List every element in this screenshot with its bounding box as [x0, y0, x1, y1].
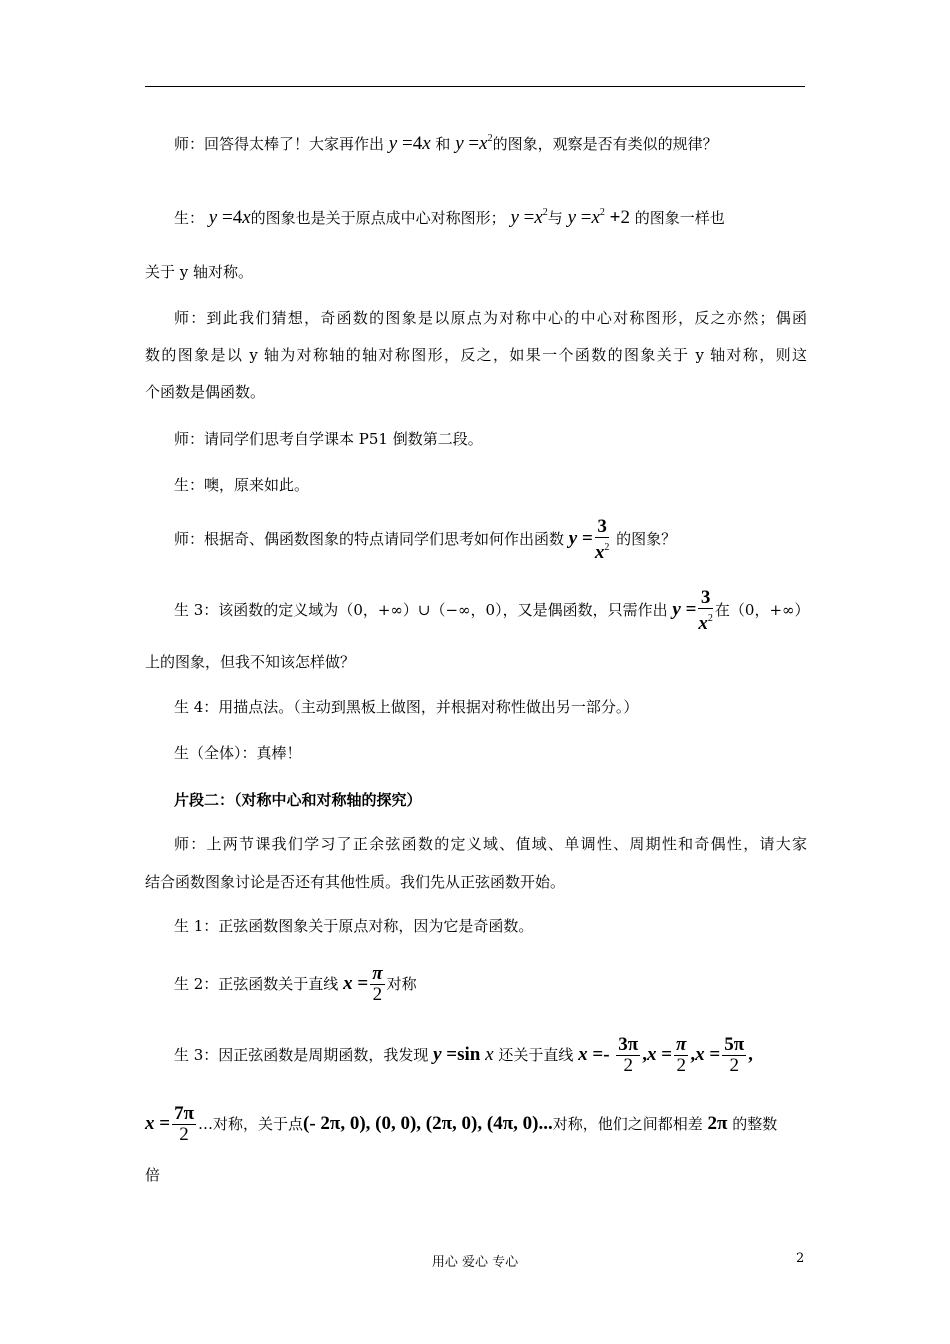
formula-y-3-over-x2: y = $\frac{3}{x^2}$ — [568, 515, 610, 563]
page-footer: 用心 爱心 专心 — [431, 1255, 519, 1270]
para-student-7-cont: x = $\frac{7\pi}{2}$ …对称，关于点(- 2π, 0), (0, 0), (2π, 0), (4π, 0)...对称，他们之间都相差 2π 的整数 — [145, 1103, 778, 1146]
formula-y-sin-x: y =sin x — [433, 1044, 494, 1065]
para-student-4: 生 4：用描点法。（主动到黑板上做图，并根据对称性做出另一部分。） — [174, 698, 639, 716]
para-student-5: 生 1：正弦函数图象关于原点对称，因为它是奇函数。 — [174, 917, 534, 935]
para-teacher-2-line-3: 个函数是偶函数。 — [145, 383, 266, 401]
formula-x-lines: x =- $\frac{3\pi}{2}$ ,x = $\frac{\pi}{2}$ ,x = $\frac{5\pi}{2}$ , — [578, 1034, 753, 1077]
para-all-students: 生（全体）：真棒！ — [174, 744, 302, 762]
para-teacher-2-line-2: 数的图象是以 y 轴为对称轴的轴对称图形，反之，如果一个函数的图象关于 y 轴对称，则这 — [145, 346, 807, 364]
formula-y-4x: y =4x — [388, 133, 431, 154]
para-student-3-cont: 上的图象，但我不知该怎样做？ — [145, 653, 356, 671]
para-student-1-cont: 关于 y 轴对称。 — [145, 263, 254, 281]
para-teacher-5-line-2: 结合函数图象讨论是否还有其他性质。我们先从正弦函数开始。 — [145, 873, 566, 891]
formula-2pi: 2π — [707, 1113, 728, 1134]
para-teacher-3: 师：请同学们思考自学课本 P51 倒数第二段。 — [174, 430, 483, 448]
formula-y-x2-plus-2: $y =x^2 +2$ — [567, 207, 630, 228]
para-teacher-2-line-1: 师：到此我们猜想，奇函数的图象是以原点为对称中心的中心对称图形，反之亦然；偶函 — [174, 309, 807, 327]
section-heading: 片段二：（对称中心和对称轴的探究） — [174, 791, 422, 809]
formula-y-4x: y =4x — [208, 207, 251, 228]
formula-y-x2: $y =x^2$ — [455, 133, 493, 154]
formula-y-3-over-x2: y = $\frac{3}{x^2}$ — [672, 586, 713, 634]
formula-x-pi-over-2: x = $\frac{\pi}{2}$ — [343, 963, 383, 1006]
formula-x-7pi-over-2: x = $\frac{7\pi}{2}$ — [145, 1103, 194, 1146]
header-rule — [145, 86, 805, 87]
para-student-3: 生 3：该函数的定义域为（0，+∞）∪（−∞，0），又是偶函数，只需作出 y = $\frac{3}{x^2}$ 在（0，+∞） — [174, 586, 810, 634]
para-student-6: 生 2：正弦函数关于直线 x = $\frac{\pi}{2}$ 对称 — [174, 963, 417, 1006]
page-number: 2 — [796, 1251, 805, 1266]
para-student-1: 生： y =4x的图象也是关于原点成中心对称图形； $y =x^2$与 $y =x^2 +2$ 的图象一样也 — [174, 207, 725, 228]
para-student-7-end: 倍 — [145, 1166, 161, 1184]
para-teacher-1: 师：回答得太棒了！大家再作出 y =4x 和 $y =x^2$的图象，观察是否有类似的规律？ — [174, 133, 718, 154]
para-student-2: 生：噢，原来如此。 — [174, 476, 310, 494]
para-teacher-5-line-1: 师：上两节课我们学习了正余弦函数的定义域、值域、单调性、周期性和奇偶性，请大家 — [174, 835, 807, 853]
formula-points: (- 2π, 0), (0, 0), (2π, 0), (4π, 0)... — [303, 1113, 553, 1134]
para-teacher-4: 师：根据奇、偶函数图象的特点请同学们思考如何作出函数 y = $\frac{3}{x^2}$ 的图象？ — [174, 515, 677, 563]
formula-y-x2: $y =x^2$ — [510, 207, 548, 228]
para-student-7: 生 3：因正弦函数是周期函数，我发现 y =sin x 还关于直线 x =- $\frac{3\pi}{2}$ ,x = $\frac{\pi}{2}$ ,x = $\frac{5\pi}{2}$ , — [174, 1034, 753, 1077]
